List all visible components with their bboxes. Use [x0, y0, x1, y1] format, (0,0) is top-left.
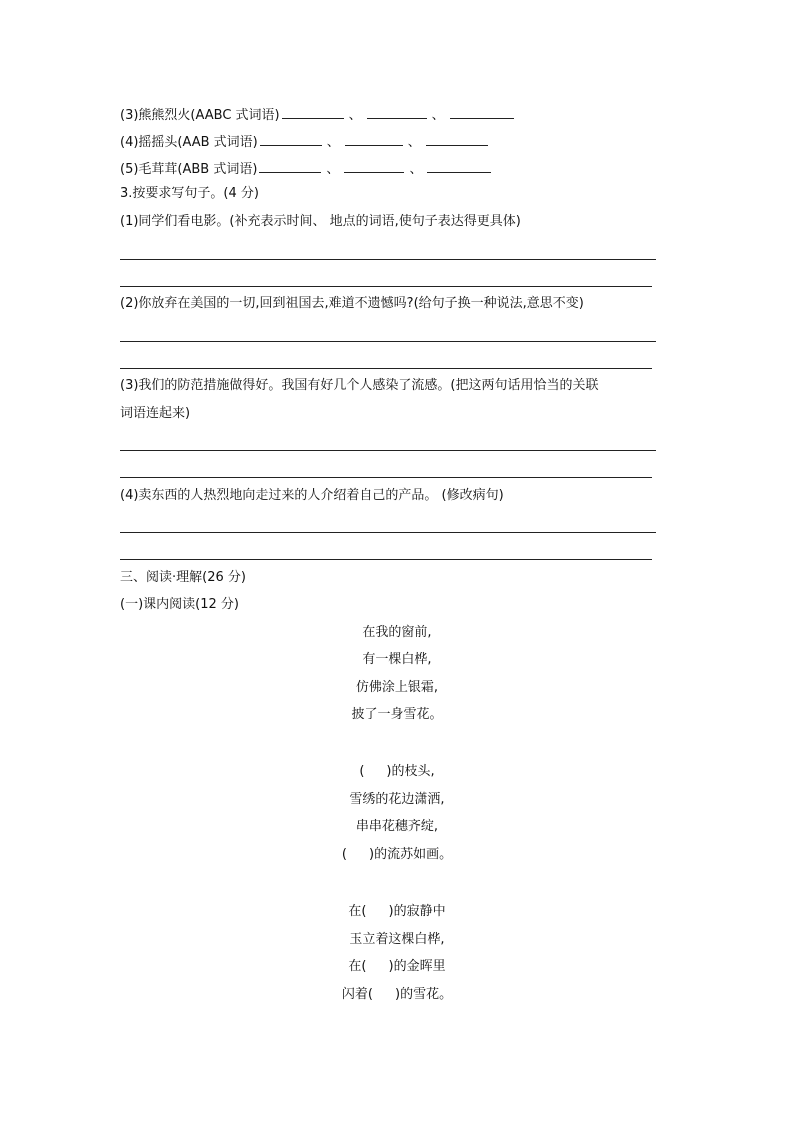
q4-blank-1[interactable] — [260, 131, 322, 146]
poem-line: 雪绣的花边潇洒, — [349, 792, 445, 807]
q4-label: (4)摇摇头(AAB 式词语) — [120, 135, 258, 150]
answer-line[interactable] — [120, 559, 652, 560]
separator: 、 — [326, 135, 340, 150]
answer-line[interactable] — [120, 341, 656, 342]
poem-line — [0, 763, 794, 781]
q4-blank-2[interactable] — [345, 131, 403, 146]
q3-blank-2[interactable] — [367, 104, 427, 119]
poem-line — [0, 958, 794, 976]
poem-text: 在( — [348, 959, 367, 974]
q5-blank-2[interactable] — [344, 158, 404, 173]
sentence-3-prompt-cont: 词语连起来) — [120, 406, 191, 421]
separator: 、 — [326, 162, 340, 177]
separator: 、 — [407, 135, 421, 150]
answer-line[interactable] — [120, 368, 652, 369]
paren-open: ( — [341, 847, 347, 862]
reading-heading: 三、阅读·理解(26 分) — [120, 570, 246, 585]
section3-heading: 3.按要求写句子。(4 分) — [120, 186, 259, 201]
sentence-1-prompt: (1)同学们看电影。(补充表示时间、 地点的词语,使句子表达得更具体) — [120, 214, 521, 229]
q3-blank-3[interactable] — [450, 104, 514, 119]
poem-text: )的金晖里 — [388, 959, 446, 974]
q3-label: (3)熊熊烈火(AABC 式词语) — [120, 108, 280, 123]
separator: 、 — [409, 162, 423, 177]
item-q3 — [120, 104, 516, 125]
answer-line[interactable] — [120, 450, 656, 451]
poem-line: 串串花穗齐绽, — [355, 819, 439, 834]
answer-line[interactable] — [120, 532, 656, 533]
sentence-2-prompt: (2)你放弃在美国的一切,回到祖国去,难道不遗憾吗?(给句子换一种说法,意思不变) — [120, 296, 584, 311]
reading-subheading: (一)课内阅读(12 分) — [120, 597, 239, 612]
poem-line: 有一棵白桦, — [362, 652, 432, 667]
q5-label: (5)毛茸茸(ABB 式词语) — [120, 162, 258, 177]
poem-text: )的寂静中 — [388, 904, 446, 919]
paren-open: ( — [359, 764, 365, 779]
poem-text: )的雪花。 — [395, 987, 453, 1002]
item-q5 — [120, 158, 493, 179]
answer-line[interactable] — [120, 259, 656, 260]
sentence-4-prompt: (4)卖东西的人热烈地向走过来的人介绍着自己的产品。 (修改病句) — [120, 488, 504, 503]
answer-line[interactable] — [120, 477, 652, 478]
poem-line: 披了一身雪花。 — [351, 707, 443, 722]
poem-text: 在( — [348, 904, 367, 919]
item-q4 — [120, 131, 490, 152]
sentence-3-prompt: (3)我们的防范措施做得好。我国有好几个人感染了流感。(把这两句话用恰当的关联 — [120, 378, 599, 393]
poem-text: )的流苏如画。 — [369, 847, 453, 862]
q5-blank-3[interactable] — [427, 158, 491, 173]
poem-line: 仿佛涂上银霜, — [355, 680, 439, 695]
poem-text: 闪着( — [341, 987, 373, 1002]
poem-line — [0, 903, 794, 921]
q3-blank-1[interactable] — [282, 104, 344, 119]
q4-blank-3[interactable] — [426, 131, 488, 146]
poem-line — [0, 846, 794, 864]
answer-line[interactable] — [120, 286, 652, 287]
poem-text: )的枝头, — [386, 764, 435, 779]
poem-line — [0, 986, 794, 1004]
q5-blank-1[interactable] — [259, 158, 321, 173]
poem-line: 玉立着这棵白桦, — [349, 932, 445, 947]
poem-line: 在我的窗前, — [362, 625, 432, 640]
separator: 、 — [348, 108, 362, 123]
separator: 、 — [431, 108, 445, 123]
